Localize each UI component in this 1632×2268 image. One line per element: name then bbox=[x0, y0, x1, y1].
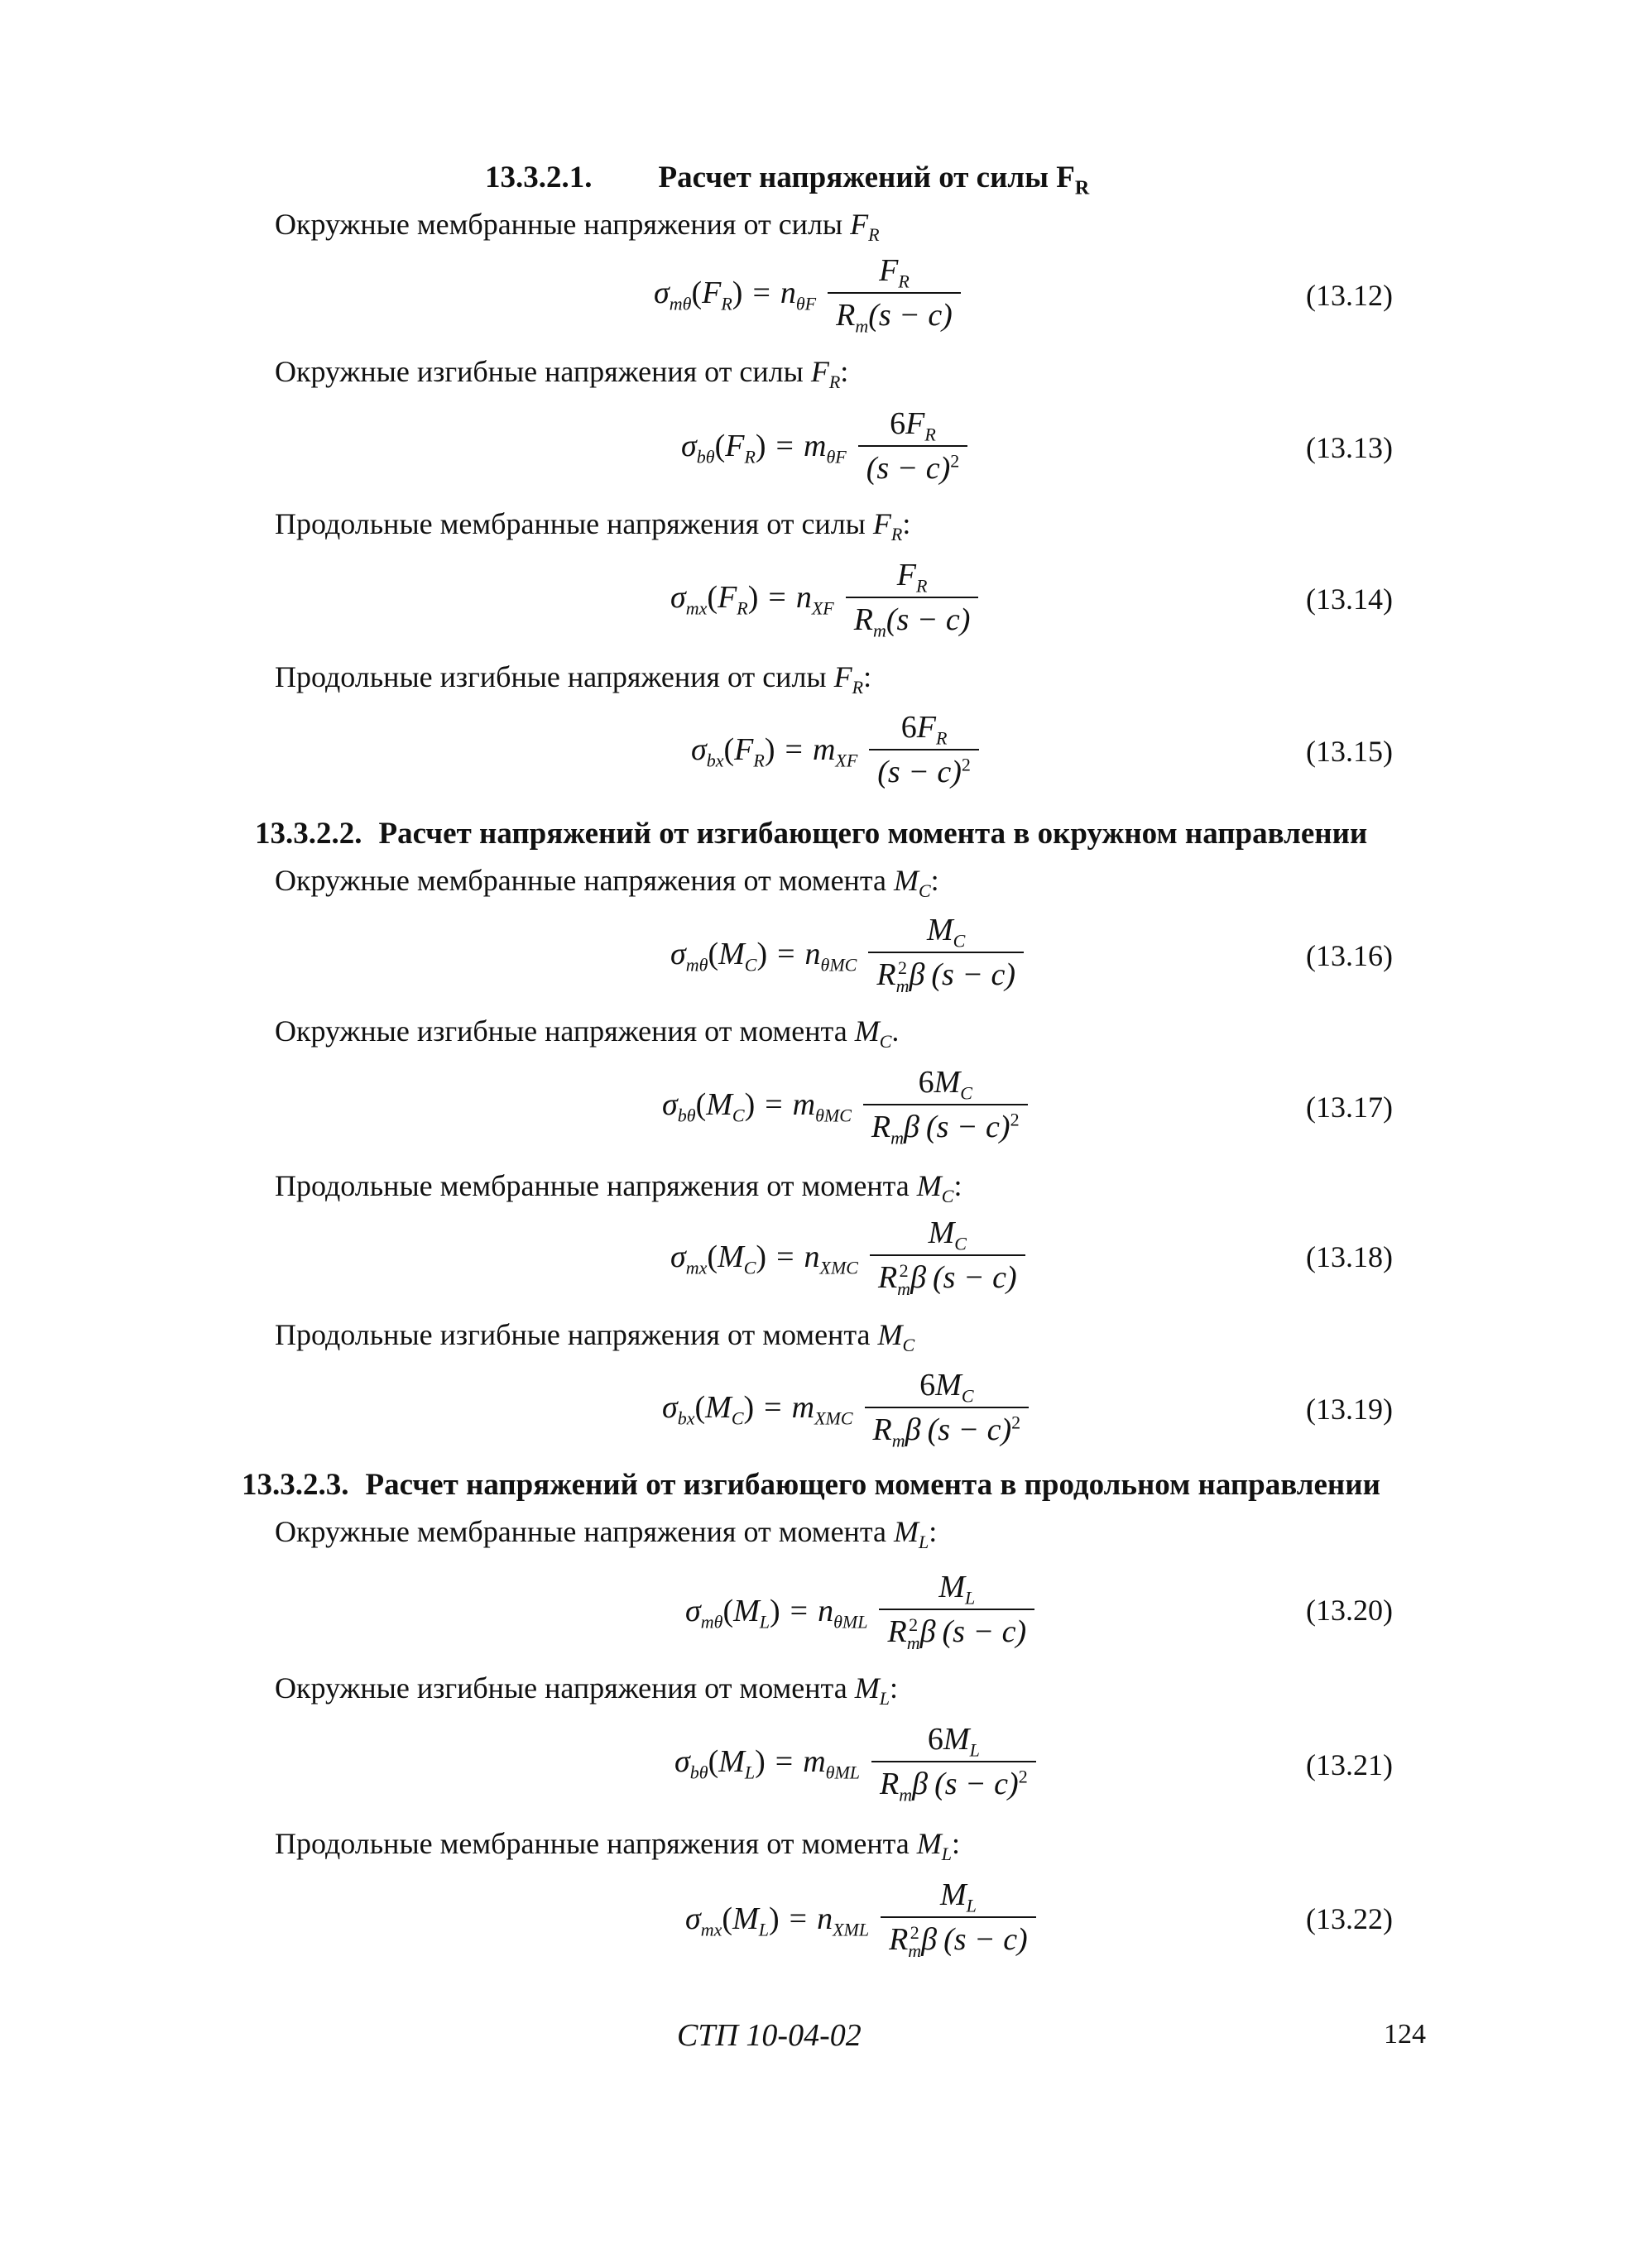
denominator bbox=[870, 1254, 1025, 1298]
numerator-subscript: R bbox=[915, 575, 928, 597]
fraction bbox=[865, 1367, 1030, 1451]
argument: M bbox=[718, 936, 745, 971]
close-paren: ) bbox=[756, 936, 768, 971]
numerator bbox=[889, 557, 936, 597]
section-heading-3 bbox=[242, 1467, 1380, 1503]
section-title: Расчет напряжений от силы F bbox=[658, 161, 1075, 194]
argument: M bbox=[732, 1901, 759, 1936]
equals-sign: = bbox=[790, 1593, 809, 1628]
coefficient: m bbox=[803, 1744, 826, 1779]
thickness-term: (s − c) bbox=[925, 1110, 1010, 1144]
sigma-symbol: σ bbox=[685, 1901, 701, 1936]
numerator bbox=[920, 1215, 975, 1254]
equals-sign: = bbox=[775, 1744, 794, 1779]
numerator-var: F bbox=[896, 558, 916, 592]
fraction bbox=[868, 912, 1024, 995]
coefficient: m bbox=[803, 429, 827, 463]
stress-subscript: bx bbox=[677, 1407, 695, 1429]
radius-subscript: m bbox=[891, 1430, 905, 1451]
numerator bbox=[893, 709, 956, 749]
numerator-subscript: C bbox=[961, 1385, 974, 1407]
fraction bbox=[871, 1721, 1036, 1805]
coefficient: n bbox=[804, 936, 821, 971]
equals-sign: = bbox=[765, 1087, 783, 1122]
open-paren: ( bbox=[722, 1901, 733, 1936]
argument-subscript: C bbox=[743, 1257, 756, 1278]
section-number: 13.3.2.1. bbox=[485, 161, 593, 194]
paragraph: Окружные мембранные напряжения от силы $F_R$ bbox=[275, 208, 880, 246]
stress-subscript: mθ bbox=[669, 293, 692, 314]
fraction bbox=[863, 1064, 1028, 1148]
denominator bbox=[828, 292, 961, 337]
stress-subscript: mθ bbox=[700, 1611, 723, 1633]
argument-subscript: C bbox=[731, 1407, 744, 1429]
coefficient-subscript: XML bbox=[833, 1919, 870, 1940]
page-number: 124 bbox=[1384, 2019, 1426, 2050]
close-paren: ) bbox=[770, 1593, 780, 1628]
fraction bbox=[879, 1569, 1034, 1652]
argument-subscript: R bbox=[721, 293, 732, 314]
argument: M bbox=[706, 1087, 732, 1122]
power: 2 bbox=[950, 450, 960, 472]
numerator bbox=[919, 1721, 988, 1761]
argument-subscript: R bbox=[737, 597, 748, 619]
close-paren: ) bbox=[764, 732, 775, 767]
equation-number: (13.16) bbox=[1306, 939, 1393, 972]
radius-indices bbox=[908, 1924, 921, 1960]
section-number: 13.3.2.2. bbox=[255, 817, 362, 851]
coefficient-subscript: θMC bbox=[815, 1105, 852, 1126]
sigma-symbol: σ bbox=[654, 276, 670, 310]
coefficient: n bbox=[795, 580, 812, 615]
section-title: Расчет напряжений от изгибающего момента в продольном направлении bbox=[365, 1468, 1380, 1502]
stress-subscript: bθ bbox=[696, 446, 715, 468]
radius-subscript: m bbox=[908, 1940, 922, 1962]
denominator bbox=[871, 1761, 1036, 1805]
numerator-var: F bbox=[879, 253, 899, 288]
paragraph: Окружные мембранные напряжения от момента $M_L$: bbox=[275, 1515, 938, 1553]
section-number: 13.3.2.3. bbox=[242, 1468, 349, 1502]
numerator-subscript: L bbox=[969, 1739, 980, 1761]
equation-number: (13.13) bbox=[1306, 431, 1393, 464]
numerator-var: M bbox=[934, 1065, 961, 1100]
equals-sign: = bbox=[777, 936, 795, 971]
numerator bbox=[930, 1569, 983, 1609]
radius-subscript: m bbox=[897, 1278, 911, 1300]
equation bbox=[662, 1064, 1028, 1148]
equation bbox=[670, 557, 978, 641]
sigma-symbol: σ bbox=[681, 429, 697, 463]
paragraph: Окружные мембранные напряжения от момента $M_C$: bbox=[275, 864, 939, 902]
stress-subscript: mx bbox=[685, 1257, 708, 1278]
beta-symbol: β bbox=[919, 1614, 936, 1649]
radius-symbol: R bbox=[871, 1110, 891, 1144]
numerator-coef: 6 bbox=[890, 406, 906, 441]
thickness-term: (s − c) bbox=[942, 1614, 1027, 1649]
coefficient-subscript: XMC bbox=[814, 1407, 853, 1429]
numerator-subscript: R bbox=[924, 424, 936, 445]
fraction bbox=[870, 1215, 1025, 1298]
coefficient: n bbox=[818, 1593, 834, 1628]
close-paren: ) bbox=[768, 1901, 780, 1936]
coefficient-subscript: XF bbox=[811, 597, 834, 619]
section-heading-1 bbox=[485, 160, 1090, 199]
equation bbox=[681, 405, 967, 487]
open-paren: ( bbox=[723, 732, 735, 767]
argument-subscript: C bbox=[732, 1105, 745, 1126]
radius-subscript: m bbox=[906, 1633, 920, 1654]
numerator-var: M bbox=[927, 913, 953, 947]
argument: F bbox=[725, 429, 745, 463]
paragraph: Окружные изгибные напряжения от момента $M_L$: bbox=[275, 1671, 898, 1709]
numerator bbox=[932, 1877, 985, 1916]
open-paren: ( bbox=[707, 580, 718, 615]
numerator-subscript: C bbox=[954, 1233, 967, 1254]
stress-subscript: bθ bbox=[677, 1105, 696, 1126]
numerator-coef: 6 bbox=[900, 710, 917, 745]
paragraph: Продольные мембранные напряжения от силы $F_R$: bbox=[275, 507, 911, 545]
radius-subscript: m bbox=[872, 620, 886, 641]
argument: F bbox=[718, 580, 737, 615]
thickness-term: (s − c) bbox=[866, 451, 951, 486]
stress-subscript: bθ bbox=[689, 1762, 708, 1783]
equation-lhs bbox=[691, 731, 858, 771]
argument: M bbox=[733, 1593, 760, 1628]
thickness-term: (s − c) bbox=[934, 1767, 1019, 1801]
radius-symbol: R bbox=[889, 1922, 909, 1957]
equation-lhs bbox=[662, 1086, 852, 1126]
argument: F bbox=[734, 732, 754, 767]
equation-lhs bbox=[670, 936, 857, 976]
radius-superscript: 2 bbox=[910, 1922, 919, 1944]
paragraph: Продольные изгибные напряжения от момента $M_C$ bbox=[275, 1318, 915, 1356]
equation-number: (13.18) bbox=[1306, 1240, 1393, 1273]
numerator bbox=[919, 912, 973, 952]
power: 2 bbox=[961, 754, 971, 775]
sigma-symbol: σ bbox=[674, 1744, 690, 1779]
thickness-term: (s − c) bbox=[933, 1260, 1017, 1295]
denominator bbox=[858, 445, 968, 487]
numerator-var: M bbox=[943, 1722, 970, 1757]
coefficient-subscript: θML bbox=[833, 1611, 868, 1633]
equation-number: (13.19) bbox=[1306, 1393, 1393, 1426]
denominator bbox=[869, 749, 979, 790]
section-title-sub: R bbox=[1074, 177, 1090, 199]
beta-symbol: β bbox=[910, 1260, 926, 1295]
radius-subscript: m bbox=[890, 1127, 905, 1148]
equation bbox=[662, 1367, 1029, 1451]
equation bbox=[670, 1215, 1025, 1298]
equation-lhs bbox=[654, 275, 817, 314]
equation-lhs bbox=[685, 1593, 868, 1633]
equation bbox=[691, 709, 979, 790]
argument: M bbox=[718, 1744, 745, 1779]
equation bbox=[674, 1721, 1036, 1805]
equation-lhs bbox=[670, 1239, 858, 1278]
equation bbox=[654, 252, 961, 337]
sigma-symbol: σ bbox=[670, 580, 686, 615]
equals-sign: = bbox=[768, 580, 786, 615]
beta-symbol: β bbox=[921, 1922, 938, 1957]
argument: M bbox=[718, 1239, 744, 1274]
equation-number: (13.12) bbox=[1306, 279, 1393, 312]
equation-number: (13.15) bbox=[1306, 735, 1393, 768]
coefficient: n bbox=[780, 276, 796, 310]
numerator-subscript: L bbox=[966, 1895, 977, 1916]
numerator-subscript: R bbox=[898, 271, 910, 292]
power: 2 bbox=[1018, 1766, 1028, 1787]
equation-lhs bbox=[685, 1901, 870, 1940]
denominator bbox=[865, 1407, 1030, 1451]
radius-symbol: R bbox=[853, 602, 873, 637]
coefficient-subscript: XF bbox=[835, 750, 858, 771]
sigma-symbol: σ bbox=[670, 936, 686, 971]
equation-number: (13.20) bbox=[1306, 1594, 1393, 1627]
equation-number: (13.22) bbox=[1306, 1902, 1393, 1935]
coefficient: m bbox=[792, 1087, 816, 1122]
thickness-term: (s − c) bbox=[943, 1922, 1028, 1957]
equals-sign: = bbox=[776, 1239, 794, 1274]
beta-symbol: β bbox=[905, 1412, 921, 1447]
sigma-symbol: σ bbox=[662, 1087, 678, 1122]
close-paren: ) bbox=[743, 1390, 755, 1425]
paragraph: Продольные мембранные напряжения от момента $M_C$: bbox=[275, 1169, 962, 1207]
stress-subscript: mθ bbox=[685, 954, 708, 976]
numerator-coef: 6 bbox=[919, 1368, 936, 1403]
numerator-coef: 6 bbox=[918, 1065, 934, 1100]
equals-sign: = bbox=[752, 276, 770, 310]
close-paren: ) bbox=[755, 1744, 766, 1779]
radius-indices bbox=[896, 959, 910, 995]
open-paren: ( bbox=[714, 429, 726, 463]
numerator-subscript: L bbox=[965, 1587, 976, 1609]
paragraph: Окружные изгибные напряжения от силы $F_R$: bbox=[275, 355, 849, 393]
equals-sign: = bbox=[785, 732, 803, 767]
numerator-coef: 6 bbox=[927, 1722, 943, 1757]
numerator-subscript: C bbox=[953, 930, 966, 952]
coefficient-subscript: θF bbox=[826, 446, 847, 468]
radius-superscript: 2 bbox=[898, 957, 908, 979]
sigma-symbol: σ bbox=[670, 1239, 686, 1274]
thickness-term: (s − c) bbox=[931, 957, 1016, 992]
radius-superscript: 2 bbox=[899, 1260, 909, 1282]
open-paren: ( bbox=[707, 1239, 718, 1274]
numerator bbox=[910, 1064, 981, 1104]
radius-subscript: m bbox=[895, 976, 910, 997]
fraction bbox=[881, 1877, 1036, 1960]
argument: M bbox=[705, 1390, 732, 1425]
radius-indices bbox=[907, 1616, 920, 1652]
numerator-var: M bbox=[935, 1368, 962, 1403]
denominator bbox=[868, 952, 1024, 995]
radius-symbol: R bbox=[887, 1614, 907, 1649]
open-paren: ( bbox=[708, 936, 719, 971]
thickness-term: (s − c) bbox=[868, 298, 953, 333]
argument-subscript: R bbox=[753, 750, 765, 771]
equation-lhs bbox=[681, 428, 847, 468]
thickness-term: (s − c) bbox=[927, 1412, 1012, 1447]
close-paren: ) bbox=[756, 1239, 767, 1274]
power: 2 bbox=[1011, 1412, 1021, 1433]
argument-subscript: L bbox=[744, 1762, 756, 1783]
document-code: СТП 10-04-02 bbox=[677, 2018, 862, 2053]
radius-symbol: R bbox=[872, 1412, 892, 1447]
numerator-subscript: C bbox=[960, 1082, 972, 1104]
close-paren: ) bbox=[755, 429, 766, 463]
close-paren: ) bbox=[747, 580, 759, 615]
radius-symbol: R bbox=[876, 957, 896, 992]
section-title: Расчет напряжений от изгибающего момента в окружном направлении bbox=[378, 817, 1368, 851]
paragraph: Продольные мембранные напряжения от момента $M_L$: bbox=[275, 1827, 961, 1865]
numerator bbox=[881, 405, 944, 445]
coefficient-subscript: θMC bbox=[820, 954, 857, 976]
section-heading-2 bbox=[255, 816, 1367, 851]
paragraph: Продольные изгибные напряжения от силы $F_R$: bbox=[275, 660, 872, 698]
denominator bbox=[879, 1609, 1034, 1652]
radius-subscript: m bbox=[899, 1784, 913, 1805]
argument-subscript: C bbox=[744, 954, 757, 976]
radius-superscript: 2 bbox=[909, 1614, 919, 1636]
equation-number: (13.17) bbox=[1306, 1091, 1393, 1124]
equation-number: (13.14) bbox=[1306, 583, 1393, 616]
beta-symbol: β bbox=[912, 1767, 929, 1801]
equation-number: (13.21) bbox=[1306, 1748, 1393, 1781]
numerator-var: M bbox=[938, 1570, 966, 1604]
equals-sign: = bbox=[764, 1390, 782, 1425]
stress-subscript: mx bbox=[700, 1919, 722, 1940]
argument-subscript: L bbox=[759, 1611, 770, 1633]
fraction bbox=[858, 405, 968, 487]
coefficient: n bbox=[804, 1239, 820, 1274]
numerator bbox=[871, 252, 918, 292]
thickness-term: (s − c) bbox=[886, 602, 971, 637]
radius-subscript: m bbox=[855, 315, 869, 337]
open-paren: ( bbox=[722, 1593, 734, 1628]
stress-subscript: bx bbox=[706, 750, 724, 771]
coefficient: m bbox=[791, 1390, 815, 1425]
sigma-symbol: σ bbox=[685, 1593, 701, 1628]
coefficient-subscript: θF bbox=[795, 293, 817, 314]
denominator bbox=[881, 1916, 1036, 1960]
thickness-term: (s − c) bbox=[877, 755, 962, 789]
sigma-symbol: σ bbox=[691, 732, 707, 767]
close-paren: ) bbox=[732, 276, 743, 310]
numerator-var: F bbox=[916, 710, 936, 745]
radius-symbol: R bbox=[836, 298, 856, 333]
stress-subscript: mx bbox=[685, 597, 708, 619]
radius-indices bbox=[897, 1262, 910, 1298]
argument: F bbox=[702, 276, 722, 310]
denominator bbox=[846, 597, 979, 641]
open-paren: ( bbox=[695, 1087, 707, 1122]
numerator-var: M bbox=[939, 1877, 967, 1912]
argument-subscript: R bbox=[744, 446, 756, 468]
numerator-subscript: R bbox=[935, 727, 948, 749]
open-paren: ( bbox=[708, 1744, 719, 1779]
paragraph: Окружные изгибные напряжения от момента $M_C$. bbox=[275, 1014, 900, 1052]
equation-lhs bbox=[662, 1389, 853, 1429]
equation bbox=[685, 1569, 1034, 1652]
power: 2 bbox=[1010, 1109, 1020, 1130]
beta-symbol: β bbox=[904, 1110, 919, 1144]
coefficient: m bbox=[812, 732, 836, 767]
fraction bbox=[828, 252, 961, 337]
numerator-var: M bbox=[928, 1216, 955, 1250]
radius-symbol: R bbox=[877, 1260, 898, 1295]
argument-subscript: L bbox=[758, 1919, 769, 1940]
equation bbox=[685, 1877, 1036, 1960]
fraction bbox=[869, 709, 979, 790]
radius-symbol: R bbox=[880, 1767, 900, 1801]
numerator bbox=[911, 1367, 982, 1407]
equals-sign: = bbox=[789, 1901, 808, 1936]
equation-lhs bbox=[670, 579, 834, 619]
open-paren: ( bbox=[694, 1390, 706, 1425]
numerator-var: F bbox=[905, 406, 925, 441]
equals-sign: = bbox=[775, 429, 794, 463]
open-paren: ( bbox=[691, 276, 703, 310]
equation bbox=[670, 912, 1024, 995]
equation-lhs bbox=[674, 1743, 861, 1783]
coefficient-subscript: XMC bbox=[819, 1257, 858, 1278]
close-paren: ) bbox=[744, 1087, 756, 1122]
coefficient: n bbox=[817, 1901, 833, 1936]
beta-symbol: β bbox=[909, 957, 925, 992]
coefficient-subscript: θML bbox=[825, 1762, 861, 1783]
fraction bbox=[846, 557, 979, 641]
denominator bbox=[863, 1104, 1028, 1148]
sigma-symbol: σ bbox=[662, 1390, 678, 1425]
